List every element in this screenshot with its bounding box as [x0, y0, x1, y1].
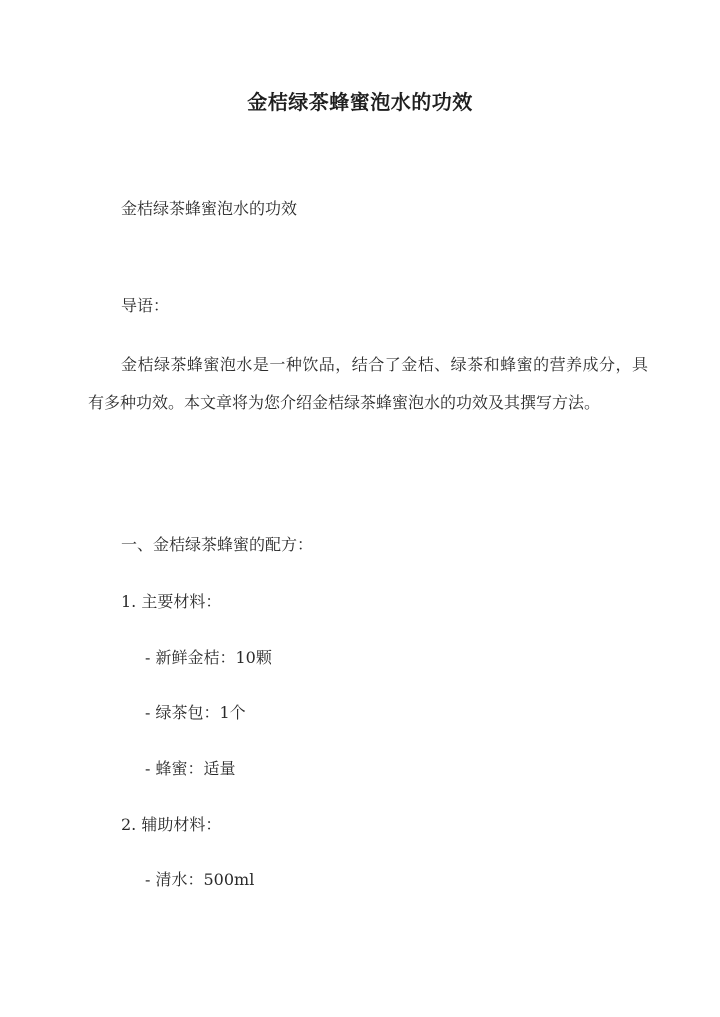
intro-paragraph: 金桔绿茶蜂蜜泡水是一种饮品，结合了金桔、绿茶和蜂蜜的营养成分，具有多种功效。本文章将为您介绍金桔绿茶蜂蜜泡水的功效及其撰写方法。	[88, 355, 648, 412]
intro-heading: 导语：	[121, 296, 170, 315]
list-item-main-materials: 1. 主要材料：	[121, 592, 222, 611]
sub-item-green-tea: - 绿茶包：1个	[145, 703, 246, 722]
document-title: 金桔绿茶蜂蜜泡水的功效	[247, 90, 473, 114]
sub-item-water: - 清水：500ml	[145, 870, 255, 889]
sub-item-kumquat: - 新鲜金桔：10颗	[145, 648, 272, 667]
section-heading-recipe: 一、金桔绿茶蜂蜜的配方：	[121, 535, 314, 554]
document-subtitle: 金桔绿茶蜂蜜泡水的功效	[121, 199, 298, 218]
sub-item-honey: - 蜂蜜：适量	[145, 759, 236, 778]
list-item-auxiliary-materials: 2. 辅助材料：	[121, 815, 222, 834]
